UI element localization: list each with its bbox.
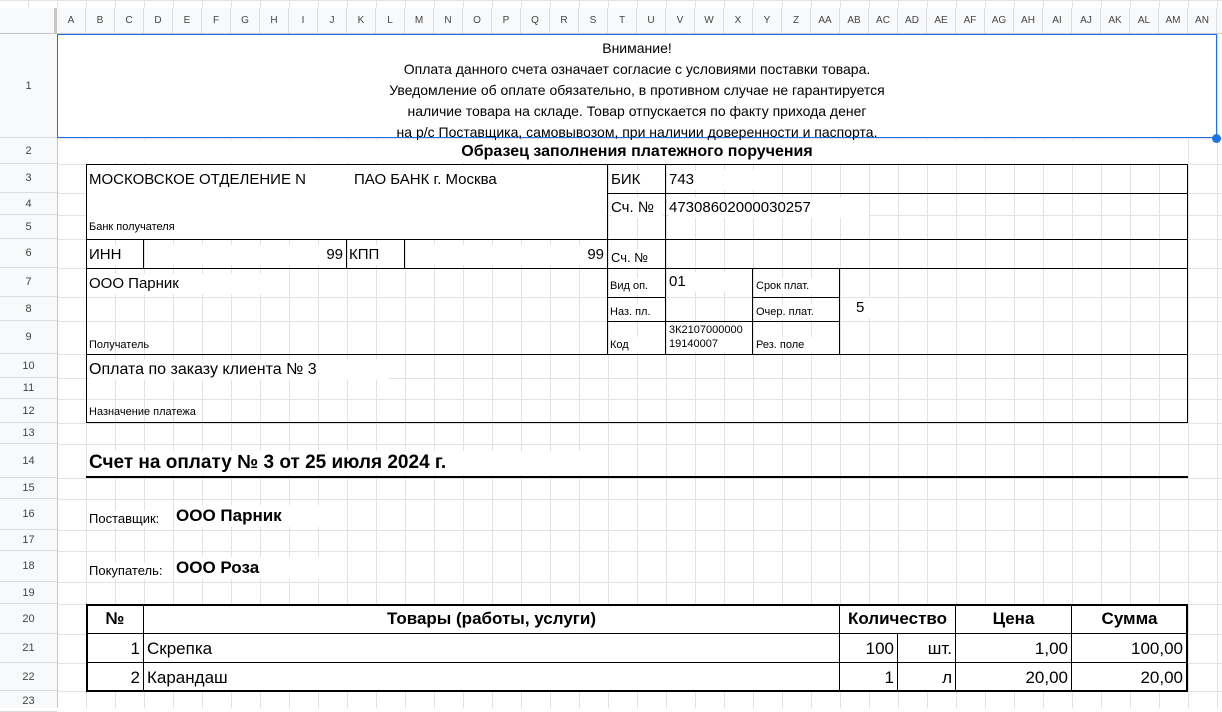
invoice-title-underline bbox=[86, 476, 1188, 478]
column-header-v[interactable]: V bbox=[666, 8, 695, 33]
vid-op-label: Вид оп. bbox=[610, 278, 664, 294]
divider bbox=[607, 297, 665, 298]
divider bbox=[607, 193, 1188, 194]
item-price: 1,00 bbox=[1034, 639, 1068, 658]
row-headers bbox=[0, 34, 58, 708]
column-header-t[interactable]: T bbox=[608, 8, 637, 33]
divider bbox=[897, 633, 898, 692]
purpose-value: Оплата по заказу клиента № 3 bbox=[89, 360, 389, 380]
bank-label: Банк получателя bbox=[89, 221, 175, 233]
column-header-p[interactable]: P bbox=[492, 8, 521, 33]
column-header-k[interactable]: K bbox=[347, 8, 376, 33]
kod-value-line2: 19140007 bbox=[669, 337, 751, 352]
divider bbox=[143, 604, 144, 692]
item-num: 2 bbox=[130, 668, 140, 687]
recipient-name: ООО Парник bbox=[89, 274, 289, 294]
column-header-al[interactable]: AL bbox=[1130, 8, 1159, 33]
divider bbox=[143, 239, 144, 268]
divider bbox=[955, 604, 956, 692]
divider bbox=[86, 354, 1188, 355]
column-header-u[interactable]: U bbox=[637, 8, 666, 33]
vid-op-value: 01 bbox=[669, 272, 729, 292]
divider bbox=[752, 321, 839, 322]
column-header-ai[interactable]: AI bbox=[1043, 8, 1072, 33]
row-header-1[interactable]: 1 bbox=[0, 34, 57, 138]
notice-cell[interactable] bbox=[57, 34, 1217, 138]
column-header-r[interactable]: R bbox=[550, 8, 579, 33]
row-header-13[interactable]: 13 bbox=[0, 423, 57, 444]
row-header-3[interactable]: 3 bbox=[0, 164, 57, 193]
column-header-af[interactable]: AF bbox=[956, 8, 985, 33]
col-header-qty: Количество bbox=[847, 609, 948, 628]
bank-city: ПАО БАНК г. Москва bbox=[354, 170, 554, 190]
notice-line: Внимание! bbox=[602, 40, 672, 56]
divider bbox=[86, 239, 1188, 240]
account-value: 47308602000030257 bbox=[669, 198, 869, 218]
bank-name: МОСКОВСКОЕ ОТДЕЛЕНИЕ N bbox=[89, 170, 339, 190]
row-header-4[interactable]: 4 bbox=[0, 193, 57, 215]
column-header-ac[interactable]: AC bbox=[869, 8, 898, 33]
row-header-8[interactable]: 8 bbox=[0, 297, 57, 321]
column-header-d[interactable]: D bbox=[144, 8, 173, 33]
inn-label: ИНН bbox=[89, 245, 141, 265]
rez-label: Рез. поле bbox=[756, 337, 838, 353]
divider bbox=[752, 297, 839, 298]
column-header-y[interactable]: Y bbox=[753, 8, 782, 33]
row-header-22[interactable]: 22 bbox=[0, 663, 57, 691]
divider bbox=[346, 239, 347, 268]
column-header-a[interactable]: A bbox=[57, 8, 86, 33]
bik-value: 743 bbox=[669, 170, 769, 190]
item-unit: л bbox=[942, 668, 952, 687]
divider bbox=[839, 268, 840, 354]
column-headers bbox=[0, 8, 1222, 34]
notice-line: наличие товара на складе. Товар отпускается по факту прихода денег bbox=[407, 103, 867, 119]
column-header-e[interactable]: E bbox=[173, 8, 202, 33]
row-header-2[interactable]: 2 bbox=[0, 138, 57, 164]
column-header-q[interactable]: Q bbox=[521, 8, 550, 33]
buyer-value: ООО Роза bbox=[176, 557, 326, 579]
item-qty: 100 bbox=[865, 639, 894, 658]
column-header-h[interactable]: H bbox=[260, 8, 289, 33]
row-header-15[interactable]: 15 bbox=[0, 478, 57, 499]
column-header-j[interactable]: J bbox=[318, 8, 347, 33]
purpose-label: Назначение платежа bbox=[89, 406, 196, 418]
payment-form-title: Образец заполнения платежного поручения bbox=[86, 140, 1188, 163]
kpp-value: 99 bbox=[407, 245, 604, 265]
column-header-g[interactable]: G bbox=[231, 8, 260, 33]
item-qty: 1 bbox=[884, 668, 894, 687]
column-header-x[interactable]: X bbox=[724, 8, 753, 33]
divider bbox=[86, 268, 1188, 269]
row-header-14[interactable]: 14 bbox=[0, 444, 57, 478]
column-header-w[interactable]: W bbox=[695, 8, 724, 33]
ocher-label: Очер. плат. bbox=[756, 304, 838, 320]
buyer-label: Покупатель: bbox=[89, 563, 173, 579]
row-header-20[interactable]: 20 bbox=[0, 604, 57, 634]
supplier-value: ООО Парник bbox=[176, 505, 326, 527]
column-header-i[interactable]: I bbox=[289, 8, 318, 33]
divider bbox=[752, 268, 753, 354]
column-header-ad[interactable]: AD bbox=[898, 8, 927, 33]
column-header-o[interactable]: O bbox=[463, 8, 492, 33]
kod-value-line1: 3К2107000000 bbox=[669, 323, 751, 337]
item-sum: 100,00 bbox=[1131, 639, 1183, 658]
divider bbox=[607, 321, 752, 322]
column-header-c[interactable]: C bbox=[115, 8, 144, 33]
column-header-b[interactable]: B bbox=[86, 8, 115, 33]
account-label: Сч. № bbox=[611, 198, 663, 218]
col-header-name: Товары (работы, услуги) bbox=[387, 609, 596, 628]
column-header-ag[interactable]: AG bbox=[985, 8, 1014, 33]
item-price: 20,00 bbox=[1025, 668, 1068, 687]
item-sum: 20,00 bbox=[1140, 668, 1183, 687]
account2-label: Сч. № bbox=[611, 249, 663, 266]
row-header-6[interactable]: 6 bbox=[0, 239, 57, 268]
col-header-sum: Сумма bbox=[1101, 609, 1158, 628]
row-header-18[interactable]: 18 bbox=[0, 551, 57, 582]
inn-value: 99 bbox=[146, 245, 343, 265]
row-header-11[interactable]: 11 bbox=[0, 378, 57, 399]
recipient-label: Получатель bbox=[89, 339, 150, 351]
column-header-ak[interactable]: AK bbox=[1101, 8, 1130, 33]
select-all-corner[interactable] bbox=[0, 8, 57, 33]
row-header-12[interactable]: 12 bbox=[0, 399, 57, 423]
row-header-5[interactable]: 5 bbox=[0, 215, 57, 239]
column-header-n[interactable]: N bbox=[434, 8, 463, 33]
column-header-am[interactable]: AM bbox=[1159, 8, 1188, 33]
row-header-7[interactable]: 7 bbox=[0, 268, 57, 297]
supplier-label: Поставщик: bbox=[89, 511, 173, 527]
row-header-17[interactable]: 17 bbox=[0, 530, 57, 551]
divider bbox=[404, 239, 405, 268]
column-header-ab[interactable]: AB bbox=[840, 8, 869, 33]
kpp-label: КПП bbox=[349, 245, 401, 265]
column-header-aa[interactable]: AA bbox=[811, 8, 840, 33]
kod-label: Код bbox=[610, 337, 664, 353]
divider bbox=[86, 662, 1188, 663]
column-header-s[interactable]: S bbox=[579, 8, 608, 33]
item-name: Карандаш bbox=[147, 668, 228, 687]
selection-fill-handle[interactable] bbox=[1212, 134, 1221, 143]
bik-label: БИК bbox=[611, 170, 663, 190]
item-name: Скрепка bbox=[147, 639, 213, 658]
column-header-f[interactable]: F bbox=[202, 8, 231, 33]
column-header-aj[interactable]: AJ bbox=[1072, 8, 1101, 33]
row-header-21[interactable]: 21 bbox=[0, 634, 57, 663]
ocher-value: 5 bbox=[856, 298, 886, 318]
row-header-16[interactable]: 16 bbox=[0, 499, 57, 530]
column-header-m[interactable]: M bbox=[405, 8, 434, 33]
notice-line: Оплата данного счета означает согласие с условиями поставки товара. bbox=[403, 61, 871, 77]
col-header-num: № bbox=[105, 609, 125, 628]
naz-pl-label: Наз. пл. bbox=[610, 304, 664, 320]
notice-line: Уведомление об оплате обязательно, в противном случае не гарантируется bbox=[389, 82, 885, 98]
item-unit: шт. bbox=[927, 639, 952, 658]
item-num: 1 bbox=[130, 639, 140, 658]
column-header-an[interactable]: AN bbox=[1188, 8, 1217, 33]
divider bbox=[86, 633, 1188, 634]
invoice-title: Счет на оплату № 3 от 25 июля 2024 г. bbox=[89, 451, 589, 475]
column-header-ae[interactable]: AE bbox=[927, 8, 956, 33]
srok-label: Срок плат. bbox=[756, 278, 838, 294]
row-header-9[interactable]: 9 bbox=[0, 321, 57, 354]
notice-line: на р/с Поставщика, самовывозом, при наличии доверенности и паспорта. bbox=[396, 124, 878, 140]
divider bbox=[1071, 604, 1072, 692]
col-header-price: Цена bbox=[992, 609, 1035, 628]
row-header-10[interactable]: 10 bbox=[0, 354, 57, 378]
row-header-23[interactable]: 23 bbox=[0, 691, 57, 712]
column-header-ah[interactable]: AH bbox=[1014, 8, 1043, 33]
row-header-19[interactable]: 19 bbox=[0, 582, 57, 604]
column-header-l[interactable]: L bbox=[376, 8, 405, 33]
column-header-z[interactable]: Z bbox=[782, 8, 811, 33]
